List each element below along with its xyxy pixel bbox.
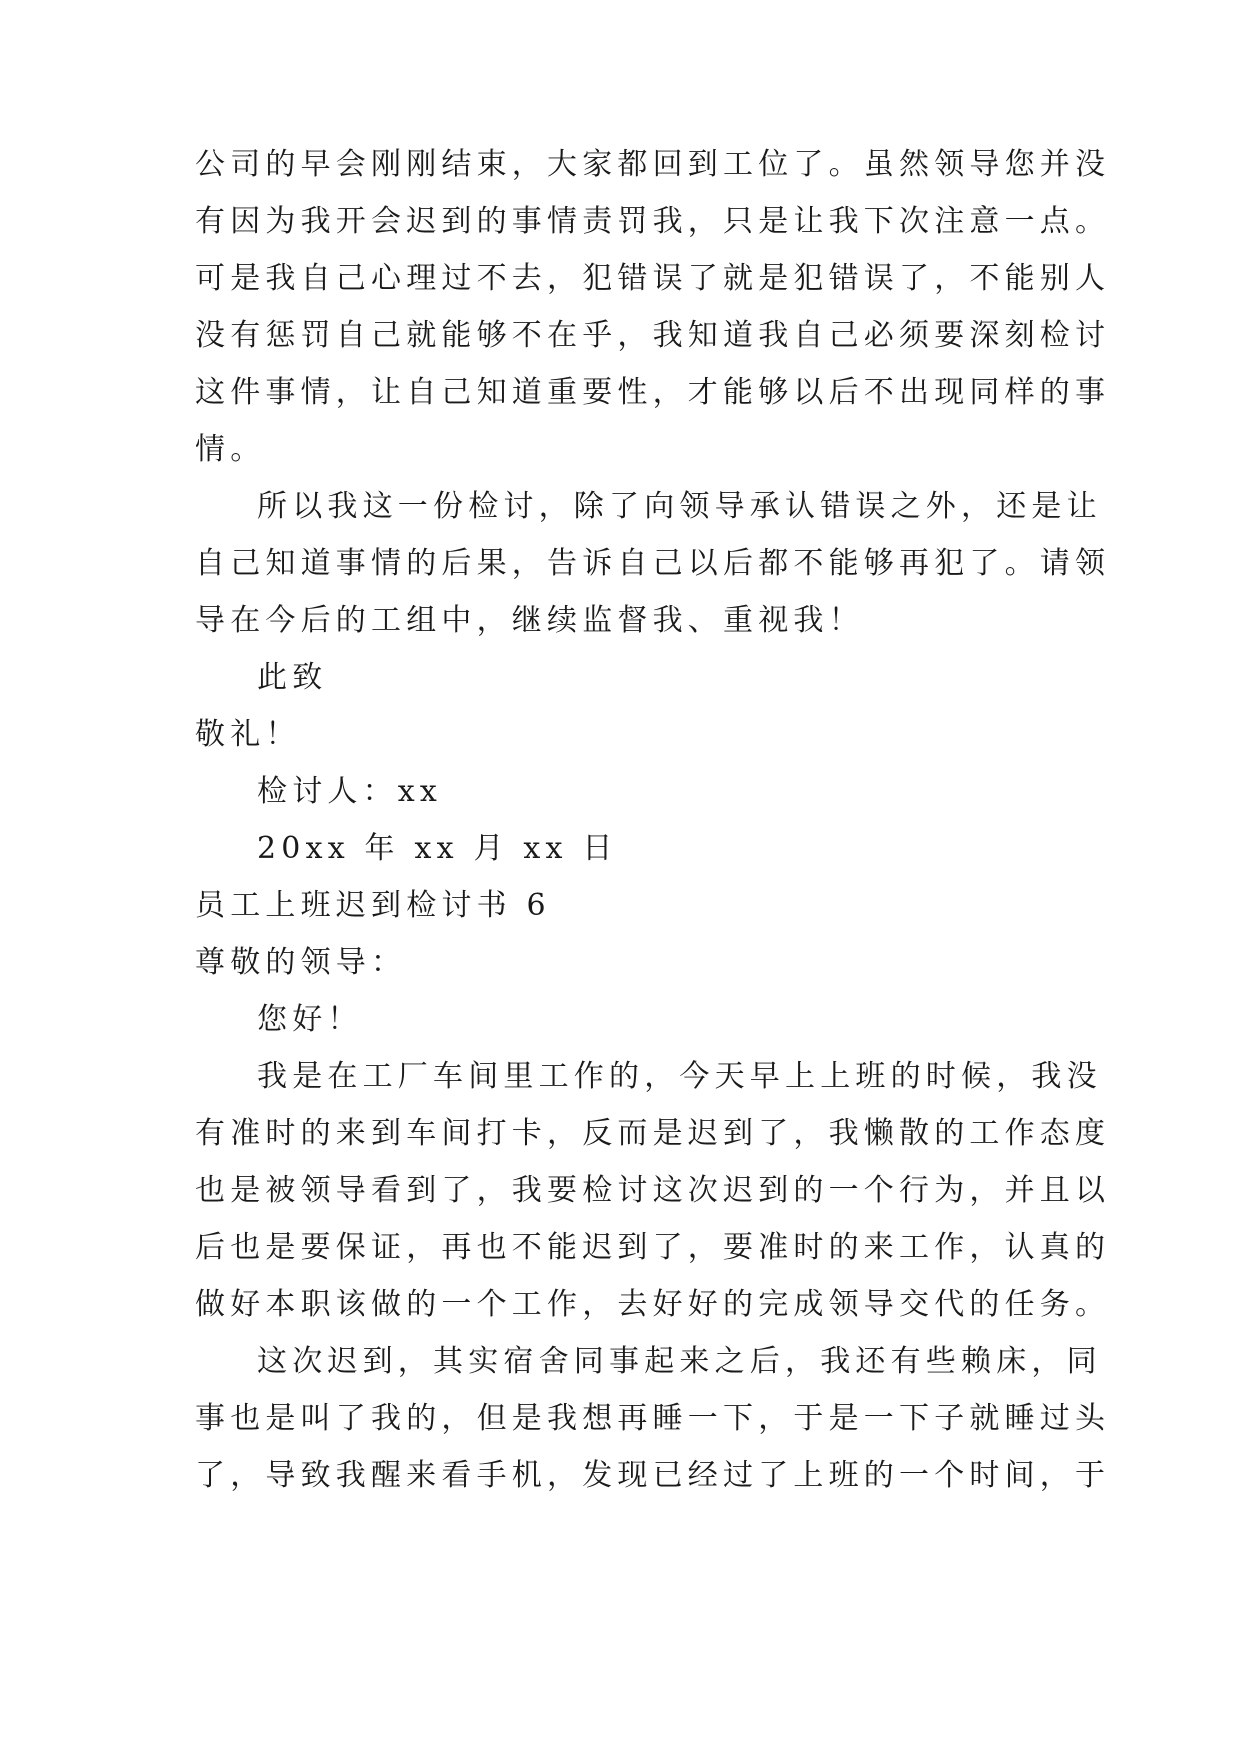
text-line: 了，导致我醒来看手机，发现已经过了上班的一个时间，于 [195,1458,1111,1493]
closing-regards: 敬礼！ [195,717,301,752]
section-title: 员工上班迟到检讨书 6 [195,888,551,923]
text-line: 没有惩罚自己就能够不在乎，我知道我自己必须要深刻检讨 [195,318,1111,353]
paragraph-start-line: 这次迟到，其实宿舍同事起来之后，我还有些赖床，同 [257,1344,1102,1379]
paragraph-start-line: 所以我这一份检讨，除了向领导承认错误之外，还是让 [257,489,1102,524]
text-line: 自己知道事情的后果，告诉自己以后都不能够再犯了。请领 [195,546,1111,581]
greeting-line: 尊敬的领导： [195,945,407,980]
closing-salutation: 此致 [257,660,328,695]
text-line: 也是被领导看到了，我要检讨这次迟到的一个行为，并且以 [195,1173,1111,1208]
signature-line: 检讨人：xx [257,774,443,809]
text-line: 事也是叫了我的，但是我想再睡一下，于是一下子就睡过头 [195,1401,1111,1436]
greeting-line: 您好！ [257,1002,363,1037]
text-line: 这件事情，让自己知道重要性，才能够以后不出现同样的事 [195,375,1111,410]
text-line: 情。 [195,432,266,467]
text-line: 有准时的来到车间打卡，反而是迟到了，我懒散的工作态度 [195,1116,1111,1151]
date-line: 20xx 年 xx 月 xx 日 [257,831,618,866]
text-line: 后也是要保证，再也不能迟到了，要准时的来工作，认真的 [195,1230,1111,1265]
text-line: 导在今后的工组中，继续监督我、重视我！ [195,603,864,638]
text-line: 可是我自己心理过不去，犯错误了就是犯错误了，不能别人 [195,261,1111,296]
text-line: 公司的早会刚刚结束，大家都回到工位了。虽然领导您并没 [195,147,1111,182]
text-line: 做好本职该做的一个工作，去好好的完成领导交代的任务。 [195,1287,1111,1322]
text-line: 有因为我开会迟到的事情责罚我，只是让我下次注意一点。 [195,204,1111,239]
paragraph-start-line: 我是在工厂车间里工作的，今天早上上班的时候，我没 [257,1059,1102,1094]
